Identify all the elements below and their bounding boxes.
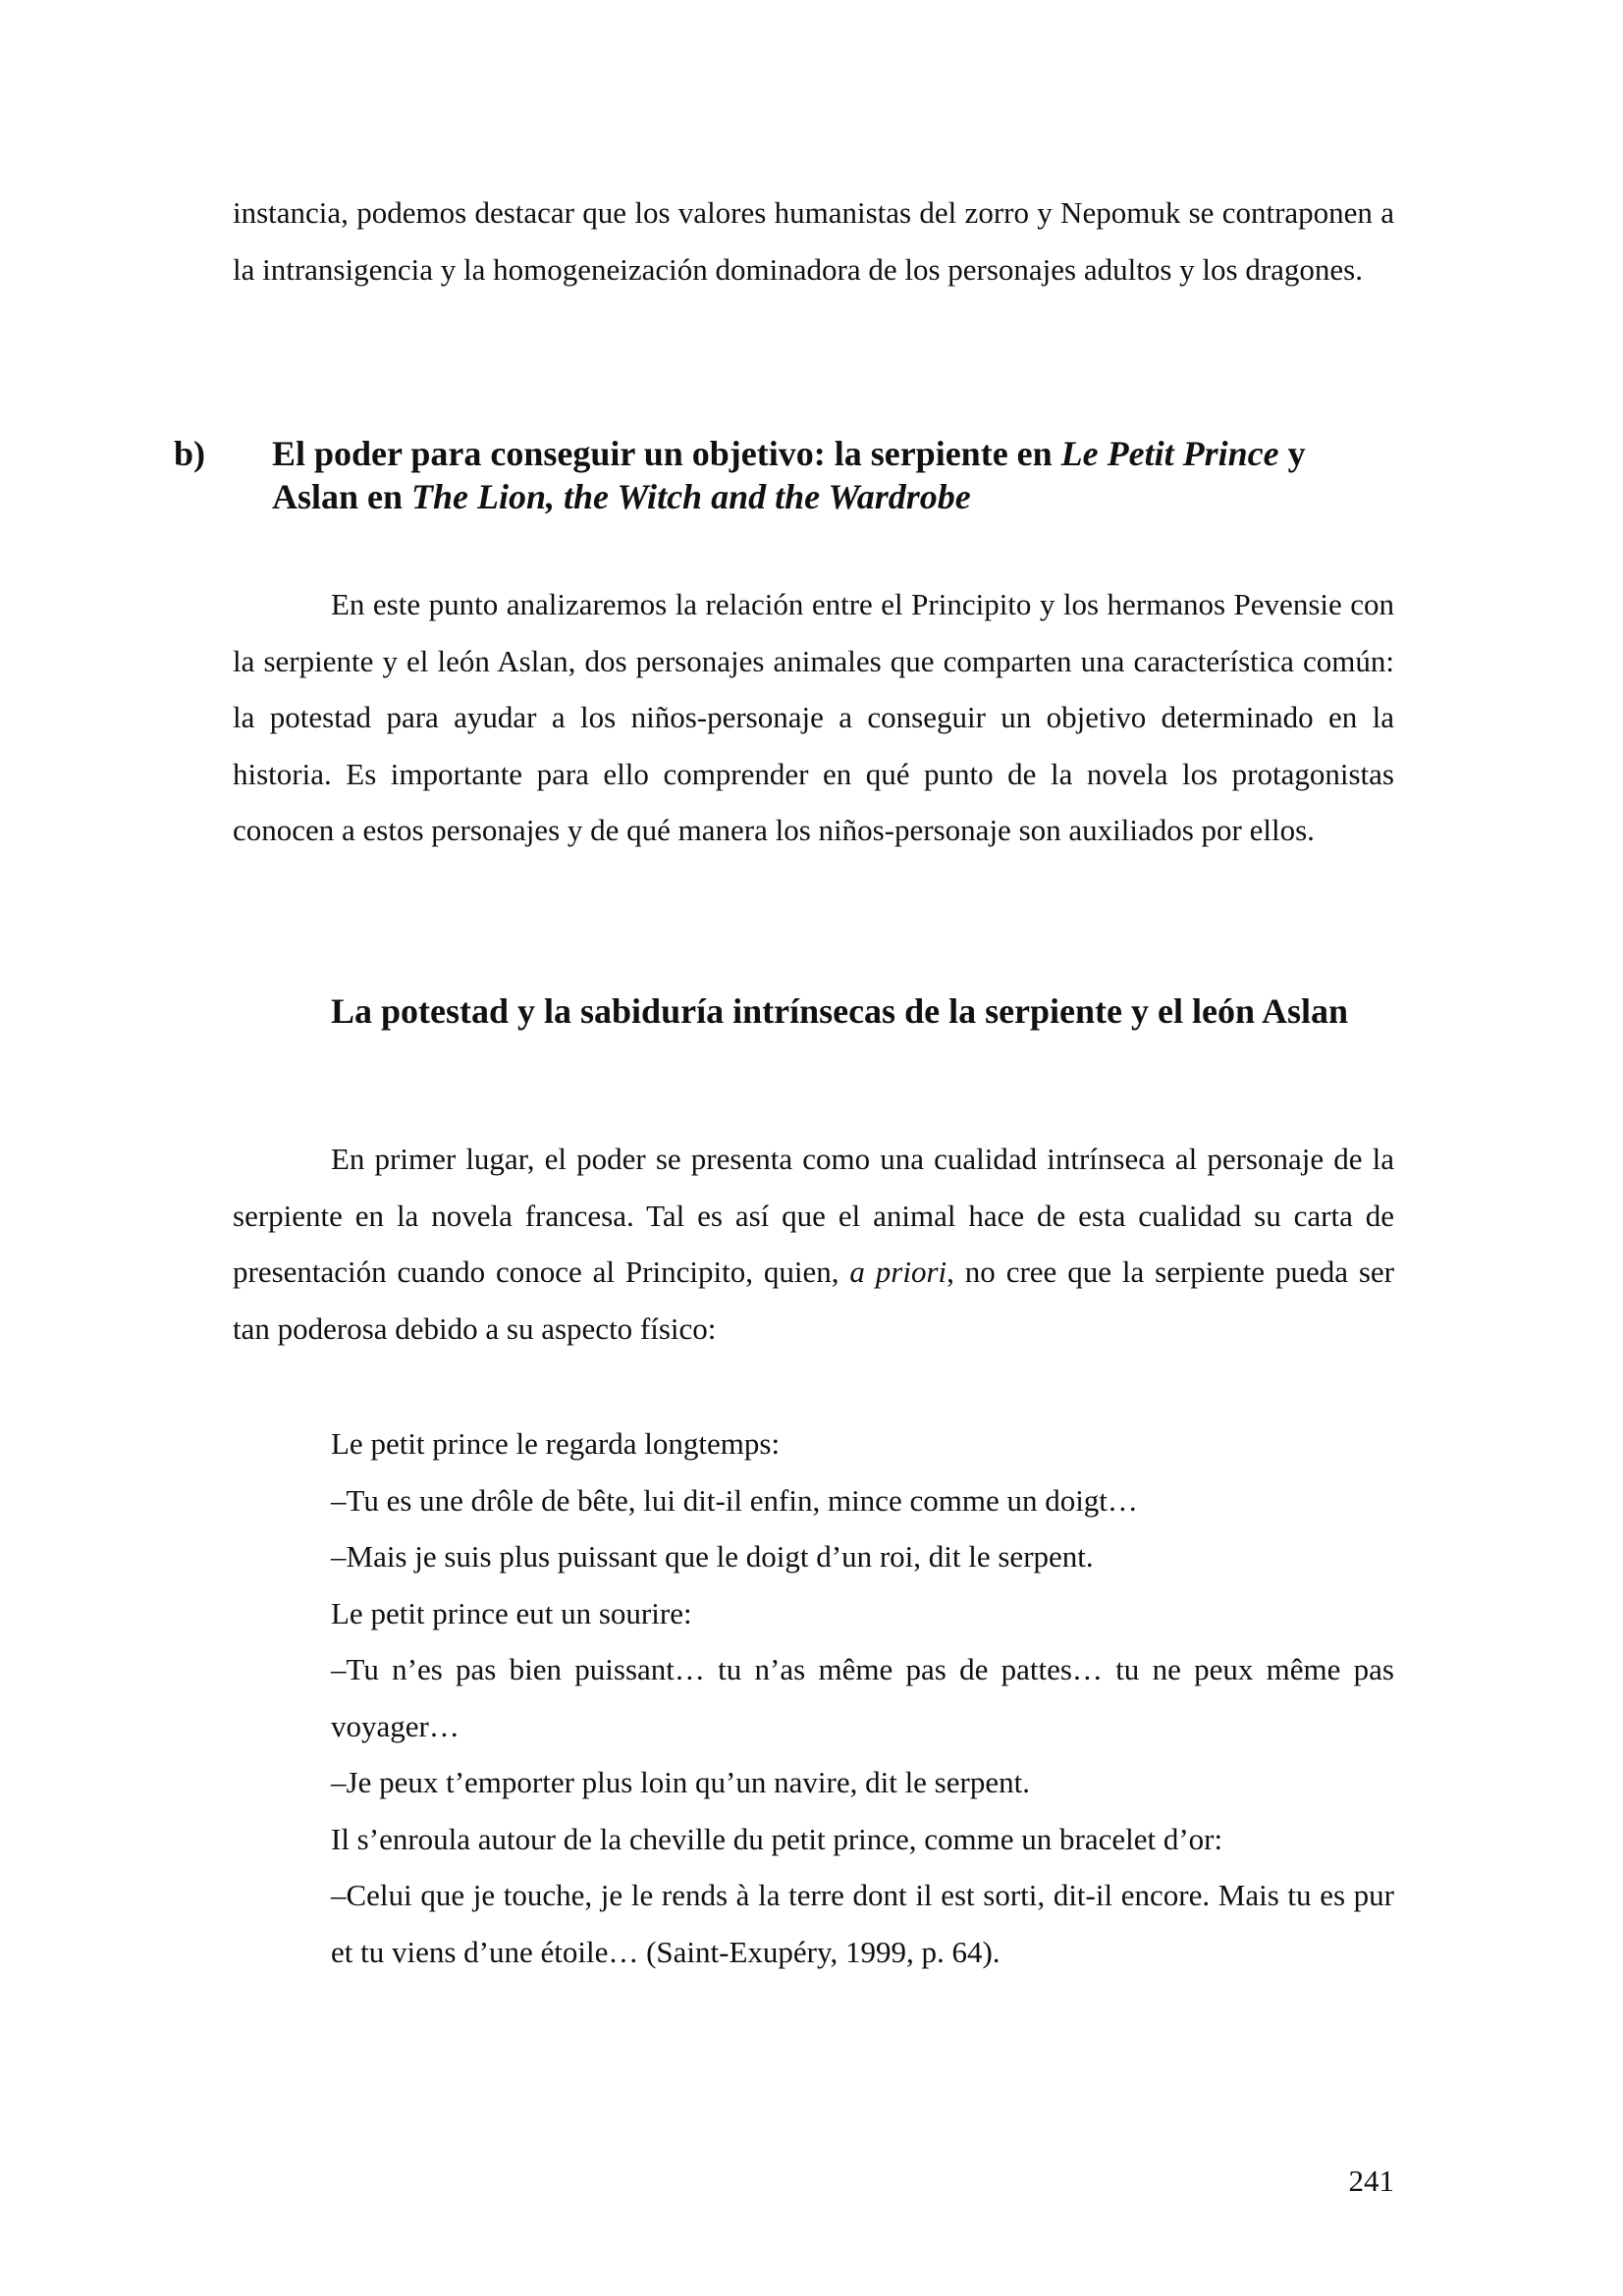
italic-phrase: a priori [849, 1255, 947, 1289]
quote-line: –Tu n’es pas bien puissant… tu n’as même pas de pattes… tu ne peux même pas voyager… [331, 1652, 1394, 1743]
section-title-italic-book: Le Petit Prince [1060, 434, 1279, 473]
quote-line-citation: –Celui que je touche, je le rends à la terre dont il est sorti, dit-il encore. Mais tu es pur et tu viens d’une étoile… (Saint-Exupéry, 1999, p. 64). [331, 1878, 1394, 1969]
paragraph-continuation: instancia, podemos destacar que los valores humanistas del zorro y Nepomuk se contraponen a la intransigencia y la homogeneización dominadora de los personajes adultos y los dragones. [233, 195, 1394, 287]
quote-line: –Tu es une drôle de bête, lui dit-il enfin, mince comme un doigt… [331, 1482, 1138, 1518]
paragraph-text: En primer lugar, el poder se presenta como una cualidad intrínseca al personaje de la serpiente en la novela francesa. Tal es así que el animal hace de esta cualidad su carta de presentación cuando conoce al Principito, quien, [233, 1142, 1394, 1289]
quote-line: Il s’enroula autour de la cheville du petit prince, comme un bracelet d’or: [331, 1821, 1223, 1856]
subsection-heading: La potestad y la sabiduría intrínsecas de la serpiente y el león Aslan [331, 991, 1349, 1031]
quote-line: Le petit prince eut un sourire: [331, 1595, 692, 1630]
page-number: 241 [1348, 2163, 1394, 2198]
section-title-part: y Aslan en [272, 434, 1306, 516]
quote-line: –Je peux t’emporter plus loin qu’un navire, dit le serpent. [331, 1765, 1030, 1799]
section-b-heading [174, 432, 1394, 518]
block-quote [331, 1415, 1394, 1980]
paragraph-serpent [233, 1131, 1394, 1357]
paragraph-text: , no cree que la serpiente pueda ser tan poderosa debido a su aspecto físico: [233, 1255, 1395, 1346]
section-title-part: El poder para conseguir un objetivo: la serpiente en [272, 434, 1061, 473]
paragraph-intro: En este punto analizaremos la relación entre el Principito y los hermanos Pevensie con la serpiente y el león Aslan, dos personajes animales que comparten una característica común: la potestad para ayudar a los niños-personaje a conseguir un objetivo determinado en la historia. Es importante para ello comprender en qué punto de la novela los protagonistas conocen a estos personajes y de qué manera los niños-personaje son auxiliados por ellos. [233, 587, 1394, 847]
section-marker: b) [174, 434, 206, 473]
quote-line: Le petit prince le regarda longtemps: [331, 1426, 781, 1461]
quote-line: –Mais je suis plus puissant que le doigt d’un roi, dit le serpent. [331, 1539, 1094, 1574]
section-title-italic-book: The Lion, the Witch and the Wardrobe [411, 477, 971, 516]
